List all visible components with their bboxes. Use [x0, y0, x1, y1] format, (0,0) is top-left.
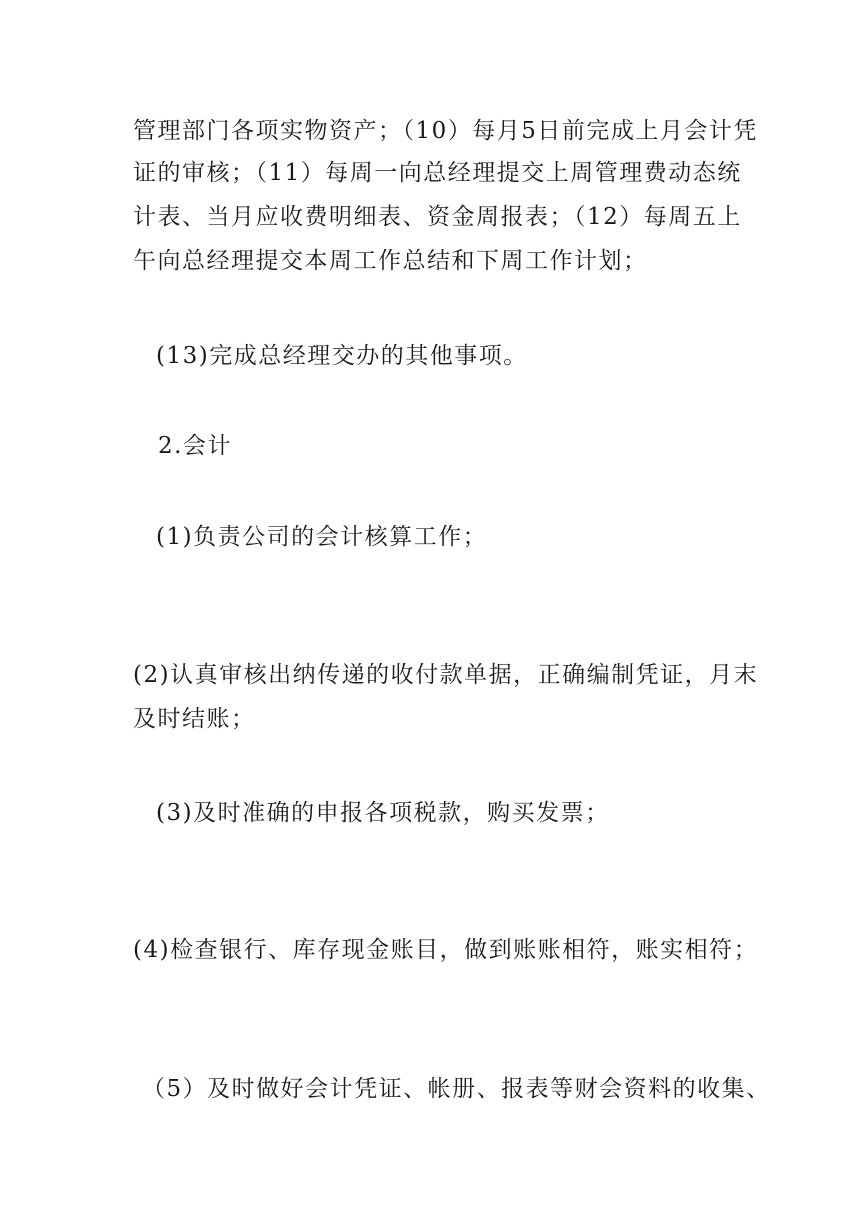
item-13: (13)完成总经理交办的其他事项。: [156, 343, 528, 369]
accounting-item-4: (4)检查银行、库存现金账目，做到账账相符，账实相符；: [133, 937, 759, 963]
section-heading: 2.会计: [158, 433, 232, 459]
accounting-item-2-cont: 及时结账；: [133, 706, 256, 732]
paragraph-line: 计表、当月应收费明细表、资金周报表；（12）每周五上: [133, 204, 742, 230]
accounting-item-1: (1)负责公司的会计核算工作；: [156, 524, 488, 550]
paragraph-line: 午向总经理提交本周工作总结和下周工作计划；: [133, 248, 648, 274]
accounting-item-2: (2)认真审核出纳传递的收付款单据，正确编制凭证，月末: [133, 662, 759, 688]
accounting-item-5: （5）及时做好会计凭证、帐册、报表等财会资料的收集、: [142, 1076, 771, 1102]
paragraph-line: 管理部门各项实物资产；（10）每月5日前完成上月会计凭: [133, 118, 758, 144]
paragraph-line: 证的审核；（11）每周一向总经理提交上周管理费动态统: [133, 160, 742, 186]
accounting-item-3: (3)及时准确的申报各项税款，购买发票；: [156, 800, 610, 826]
